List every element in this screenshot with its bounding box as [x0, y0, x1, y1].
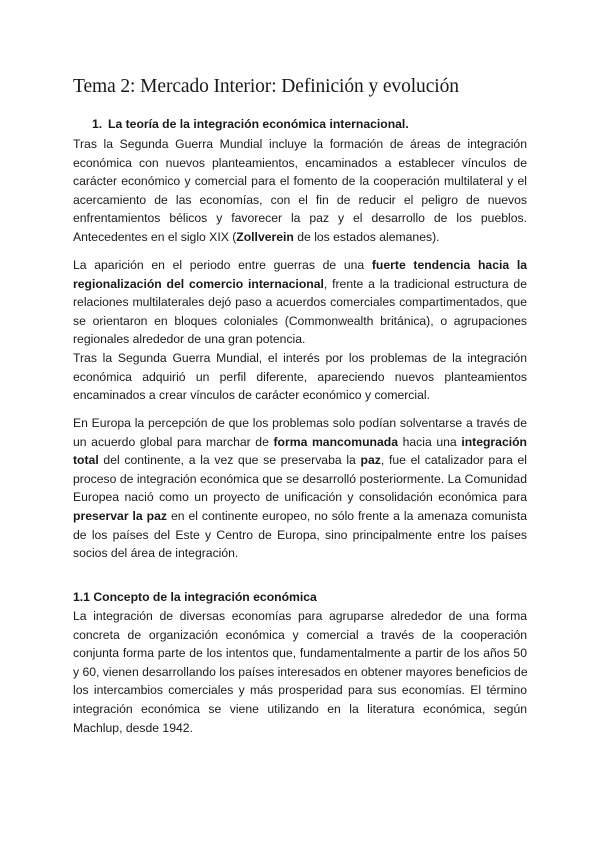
text-line: de los países del Este y Centro de Europa, sino principalmente entre los países [73, 527, 527, 542]
text-run-bold: preservar la paz [73, 508, 167, 523]
text-line: económica con nuevos planteamientos, encaminados a establecer vínculos de [73, 155, 527, 170]
text-run: , frente a la tradicional estructura de [323, 276, 527, 291]
text-run: , fue el catalizador para el [380, 453, 527, 468]
section-1-number: 1. [92, 117, 103, 131]
text-run: un acuerdo global para marchar de [73, 434, 274, 449]
text-line: relaciones multilaterales dejó paso a acuerdos comerciales compartimentados, que [73, 295, 527, 310]
text-line [73, 507, 527, 526]
section-1-heading [92, 117, 409, 131]
text-line [73, 256, 527, 275]
text-line: encaminados a crear vínculos de carácter económico y comercial. [73, 388, 430, 403]
text-line: Tras la Segunda Guerra Mundial, el interés por los problemas de la integración [73, 350, 527, 365]
text-line: acercamiento de las economías, con el fin de reducir el peligro de nuevos [73, 192, 527, 207]
text-line: Europea nació como un proyecto de unificación y consolidación económica para [73, 490, 527, 505]
text-line: concreta de organización económica y comercial a través de la cooperación [73, 627, 527, 642]
section-1-paragraph-2 [73, 256, 527, 405]
text-line [73, 451, 527, 470]
text-line: Tras la Segunda Guerra Mundial incluye la formación de áreas de integración [73, 137, 527, 151]
text-line: enfrentamientos bélicos y favorecer la paz y el desarrollo de los pueblos. [73, 211, 527, 226]
text-run-bold: integración [461, 434, 527, 449]
text-line: se orientaron en bloques coloniales (Commonwealth británica), o agrupaciones [73, 313, 527, 328]
text-run-bold: forma mancomunada [273, 434, 398, 449]
text-line: y 60, vienen desarrollando los países interesados en obtener mayores beneficios de [73, 664, 528, 679]
text-run: de los estados alemanes). [293, 229, 440, 244]
text-line [73, 433, 527, 452]
text-run-bold: paz [360, 453, 381, 468]
section-1-heading-text: La teoría de la integración económica internacional. [108, 117, 409, 131]
text-run: La aparición en el periodo entre guerras de una [73, 258, 372, 272]
text-line: carácter económico y comercial para el fomento de la cooperación multilateral y el [73, 174, 527, 189]
text-run: Antecedentes en el siglo XIX ( [73, 229, 237, 244]
text-line: conjunta forma parte de los intentos que, fundamentalmente a partir de los años 50 [73, 646, 527, 661]
text-line: integración económica se viene utilizando en la literatura económica, según [73, 701, 527, 716]
text-run: del continente, a la vez que se preservaba la [98, 453, 361, 468]
text-run-bold: fuerte tendencia hacia la [371, 258, 527, 272]
text-run: en el continente europeo, no sólo frente a la amenaza comunista [166, 508, 528, 523]
text-line: los intercambios comerciales y más prosperidad para sus economías. El término [73, 683, 527, 698]
section-1-1-paragraph-1 [73, 607, 527, 737]
text-run-bold: Zollverein [236, 229, 294, 244]
text-run: hacia una [397, 434, 462, 449]
text-line: económica adquirió un perfil diferente, apareciendo nuevos planteamientos [73, 369, 527, 384]
section-1-1-heading: 1.1 Concepto de la integración económica [73, 590, 317, 604]
section-1-paragraph-3 [73, 414, 527, 563]
text-line [73, 275, 527, 294]
text-line: socios del área de integración. [73, 546, 239, 561]
text-run-bold: regionalización del comercio internacional [73, 276, 324, 291]
text-line [73, 228, 527, 247]
text-line: La integración de diversas economías para agruparse alrededor de una forma [73, 609, 527, 623]
text-run-bold: total [73, 453, 99, 468]
text-line: regionales alrededor de una gran potencia. [73, 332, 306, 347]
text-line: proceso de integración económica que se desarrolló posteriormente. La Comunidad [73, 471, 527, 486]
text-line: Machlup, desde 1942. [73, 720, 193, 735]
text-line: En Europa la percepción de que los problemas solo podían solventarse a través de [73, 416, 527, 430]
section-1-paragraph-1 [73, 135, 527, 247]
page-title: Tema 2: Mercado Interior: Definición y evolución [73, 76, 459, 97]
